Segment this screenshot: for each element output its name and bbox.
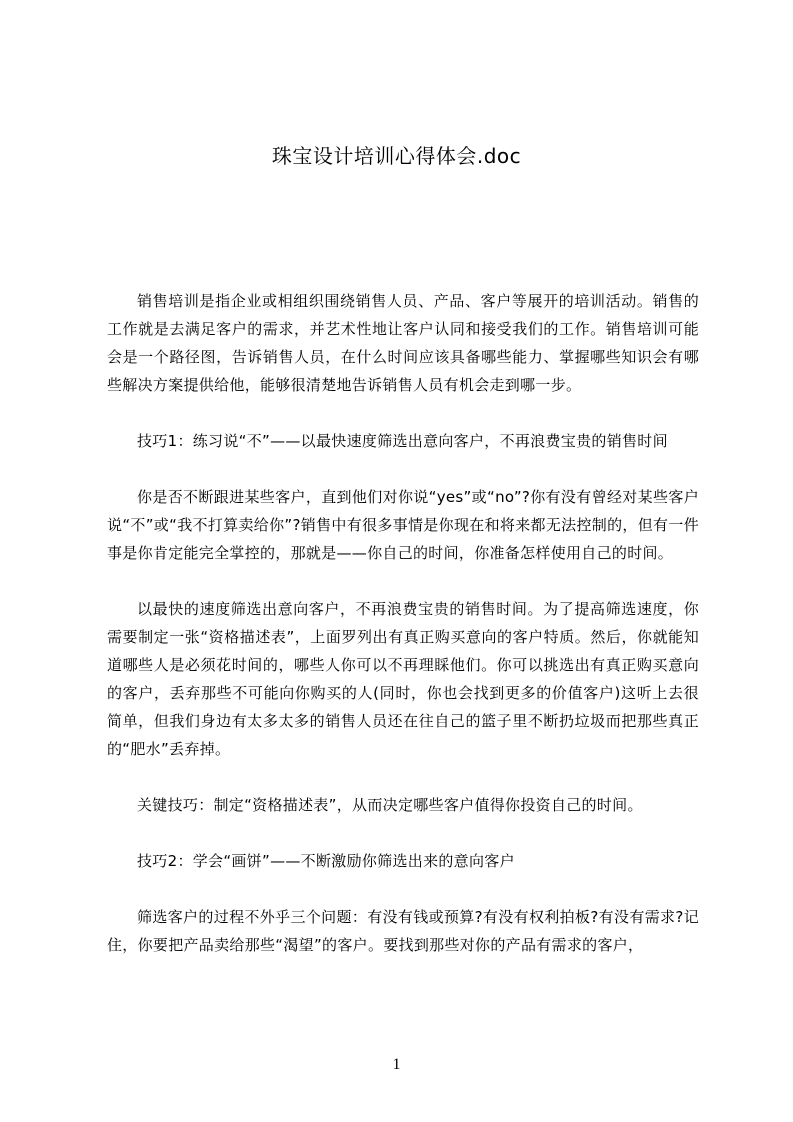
paragraph-three-questions: 筛选客户的过程不外乎三个问题：有没有钱或预算?有没有权利拍板?有没有需求?记住，你要把产品卖给那些“渴望”的客户。要找到那些对你的产品有需求的客户， xyxy=(107,908,699,954)
paragraph-tip-1-heading: 技巧1：练习说“不”——以最快速度筛选出意向客户，不再浪费宝贵的销售时间 xyxy=(137,432,668,450)
paragraph-follow-up: 你是否不断跟进某些客户，直到他们对你说“yes”或“no”?你有没有曾经对某些客户说“不”或“我不打算卖给你”?销售中有很多事情是你现在和将来都无法控制的，但有一件事是你肯定能完全掌控的，那就是——你自己的时间，你准备怎样使用自己的时间。 xyxy=(107,488,699,562)
page-number: 1 xyxy=(392,1056,401,1073)
document-title: 珠宝设计培训心得体会.doc xyxy=(271,144,522,168)
document-body xyxy=(107,287,699,959)
paragraph-screening: 以最快的速度筛选出意向客户，不再浪费宝贵的销售时间。为了提高筛选速度，你需要制定一张“资格描述表”，上面罗列出有真正购买意向的客户特质。然后，你就能知道哪些人是必须花时间的，哪些人你可以不再理睬他们。你可以挑选出有真正购买意向的客户，丢弃那些不可能向你购买的人(同时，你也会找到更多的价值客户)这听上去很简单，但我们身边有太多太多的销售人员还在往自己的篮子里不断扔垃圾而把那些真正的“肥水”丢弃掉。 xyxy=(107,600,699,758)
paragraph-intro: 销售培训是指企业或相组织围绕销售人员、产品、客户等展开的培训活动。销售的工作就是去满足客户的需求，并艺术性地让客户认同和接受我们的工作。销售培训可能会是一个路径图，告诉销售人员，在什么时间应该具备哪些能力、掌握哪些知识会有哪些解决方案提供给他，能够很清楚地告诉销售人员有机会走到哪一步。 xyxy=(107,292,699,394)
paragraph-tip-2-heading: 技巧2：学会“画饼”——不断激励你筛选出来的意向客户 xyxy=(137,852,515,870)
paragraph-key-tip: 关键技巧：制定“资格描述表”，从而决定哪些客户值得你投资自己的时间。 xyxy=(137,796,643,814)
